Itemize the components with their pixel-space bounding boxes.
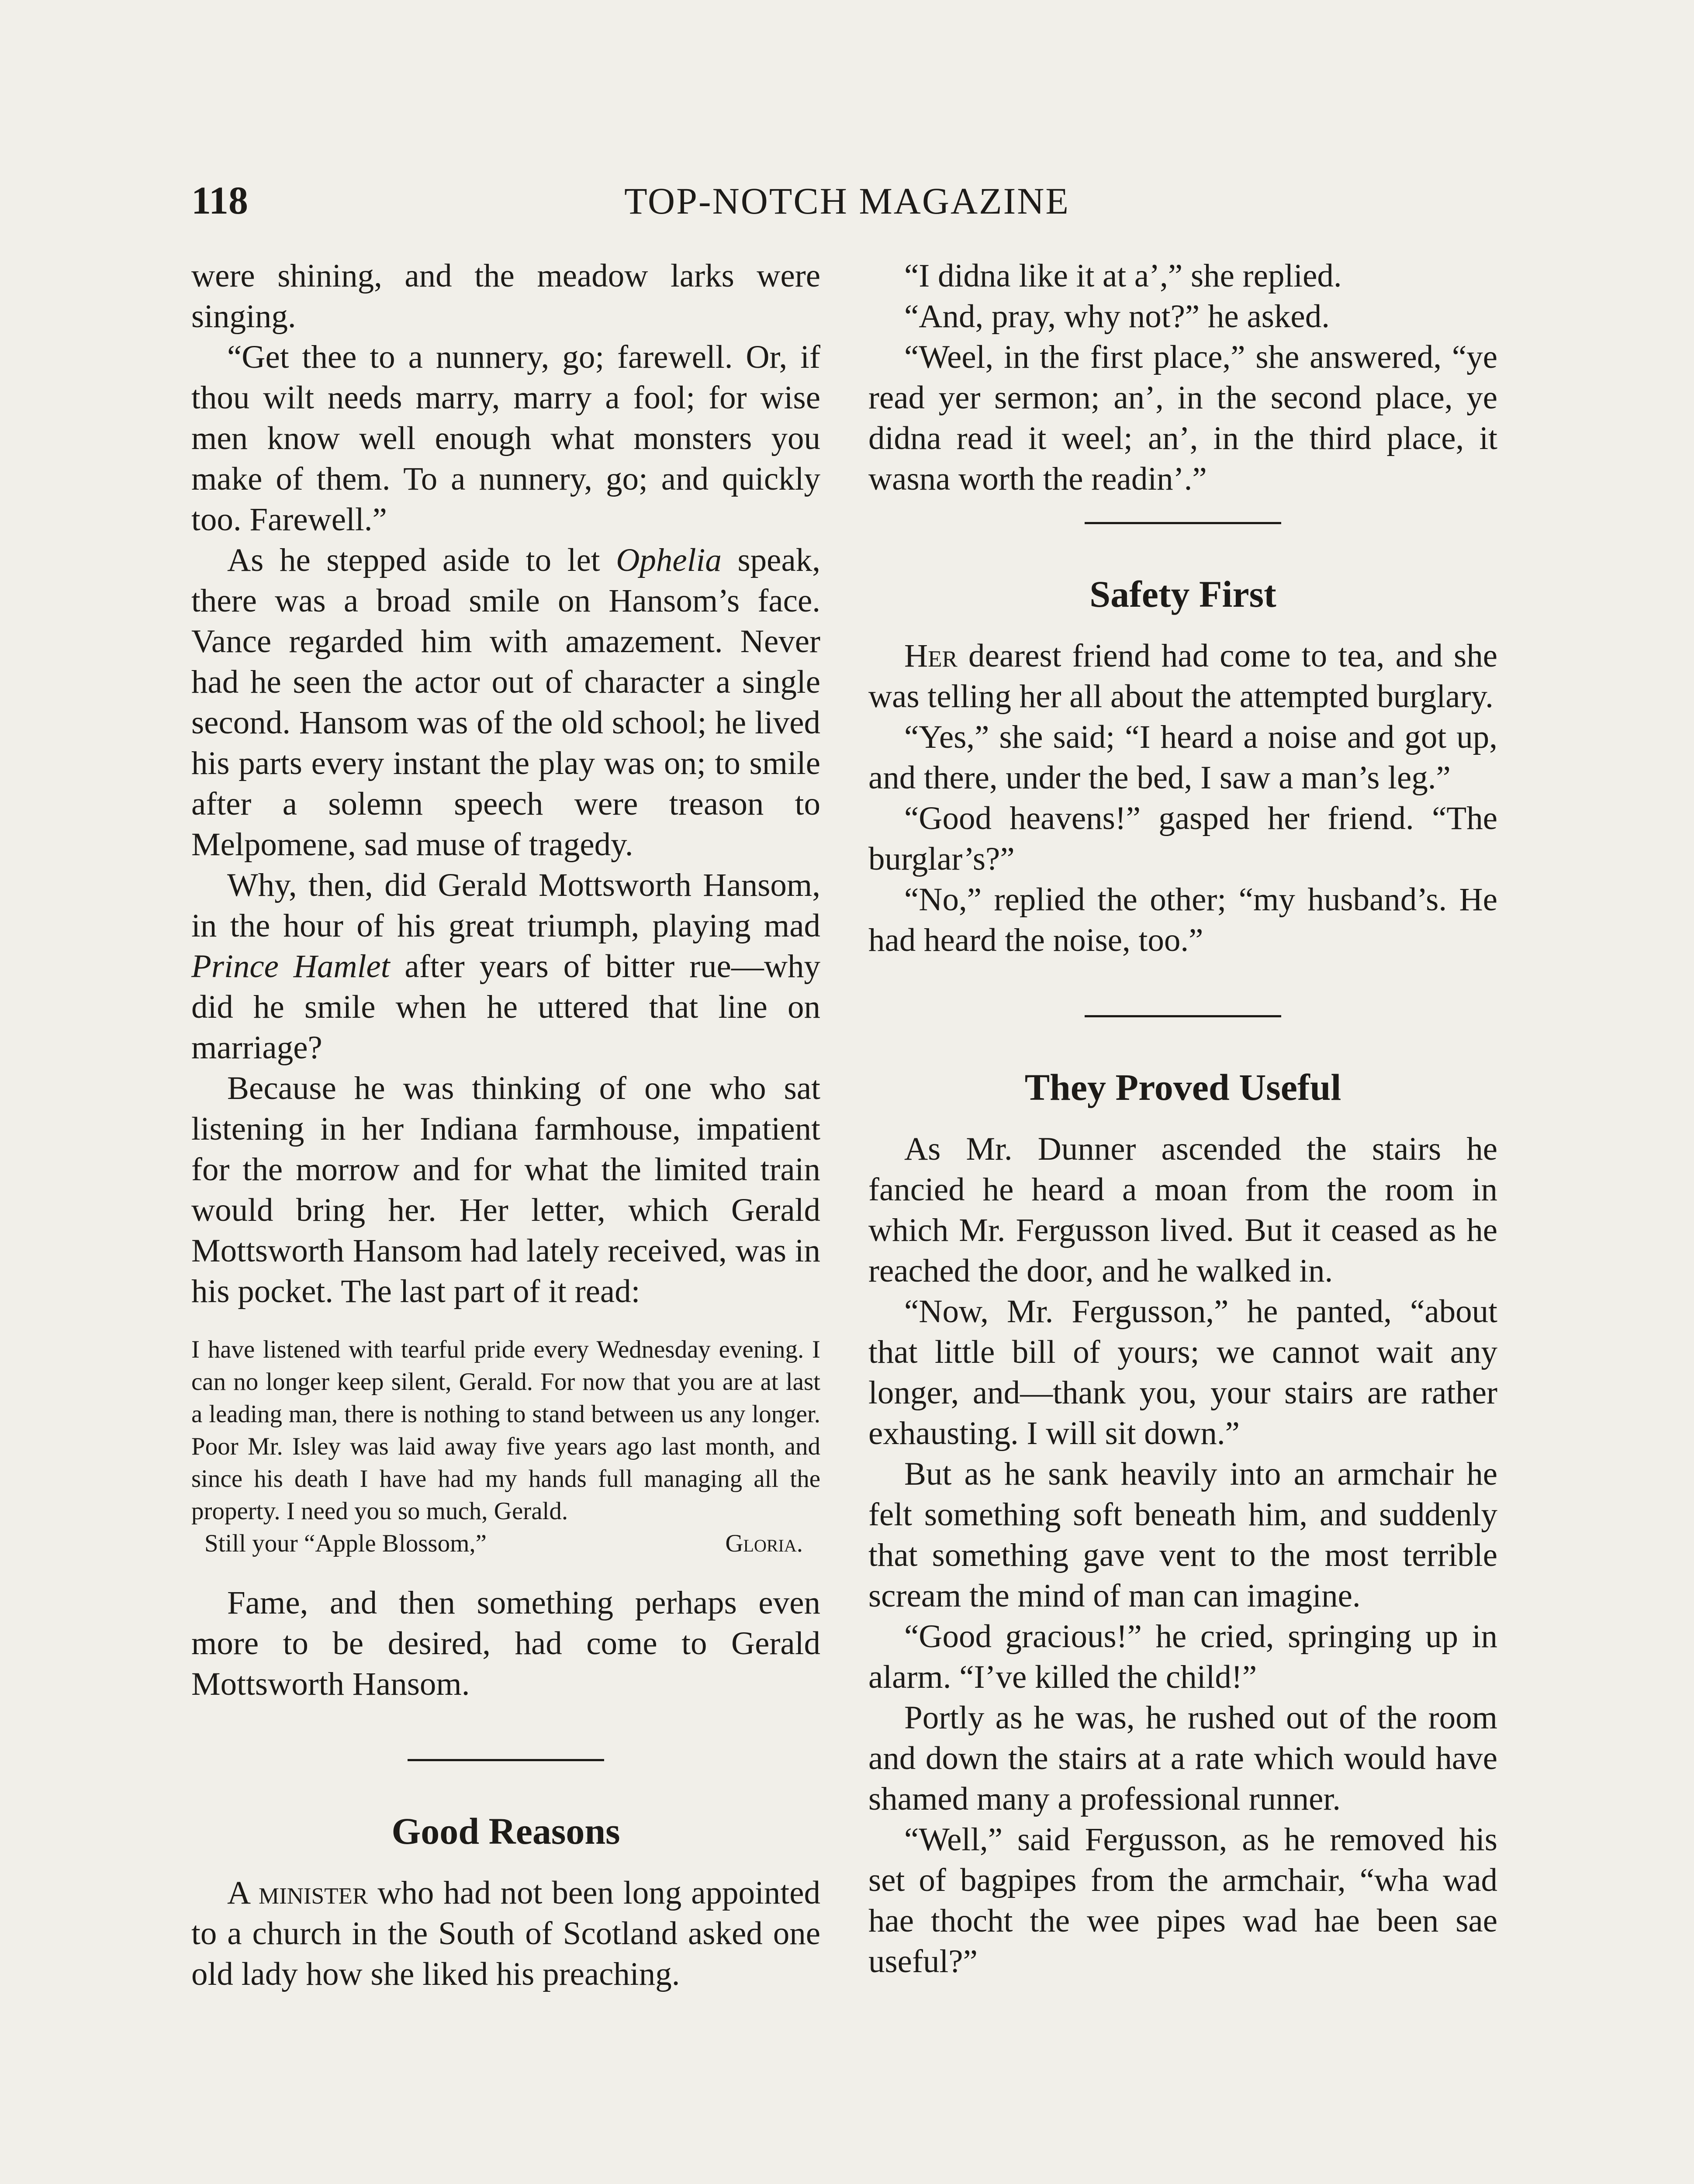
text-run: dearest friend had come to tea, and she was telling her all about the attempted burglary. xyxy=(868,638,1497,715)
letter-signature: Gloria. xyxy=(725,1530,803,1557)
paragraph: “Weel, in the first place,” she answered, “ye read yer sermon; an’, in the second place, ye didna read it weel; an’, in the third place, it wasna worth the readin’.” xyxy=(868,339,1497,497)
paragraph xyxy=(191,865,820,1068)
section-divider xyxy=(1085,522,1281,524)
section-divider xyxy=(408,1759,604,1761)
paragraph: “Now, Mr. Fergusson,” he panted, “about that little bill of yours; we cannot wait any longer, and—thank you, your stairs are rather exhausting. I will sit down.” xyxy=(868,1293,1497,1451)
paragraph: “Well,” said Fergusson, as he removed his set of bagpipes from the armchair, “wha wad hae thocht the wee pipes wad hae been sae useful?” xyxy=(868,1821,1497,1980)
section-heading: Good Reasons xyxy=(391,1810,620,1852)
letter-excerpt xyxy=(191,1334,820,1560)
paragraph: “And, pray, why not?” he asked. xyxy=(904,298,1330,335)
text-run: speak, there was a broad smile on Hansom’s face. Vance regarded him with amazement. Never had he seen the actor out of character a single second. Hansom was of the old school; he lived his parts every instant the play was on; to smile after a solemn speech were treason to Melpomene, sad muse of tragedy. xyxy=(191,542,820,863)
paragraph: “No,” replied the other; “my husband’s. He had heard the noise, too.” xyxy=(868,881,1497,958)
paragraph: Fame, and then something perhaps even more to be desired, had come to Gerald Mottsworth Hansom. xyxy=(191,1585,820,1702)
section-divider xyxy=(1085,1015,1281,1017)
paragraph: “Good gracious!” he cried, springing up in alarm. “I’ve killed the child!” xyxy=(868,1618,1497,1695)
page-number: 118 xyxy=(191,179,249,222)
paragraph: “I didna like it at a’,” she replied. xyxy=(904,258,1342,294)
letter-signoff xyxy=(191,1527,820,1560)
paragraph xyxy=(868,636,1497,717)
left-column xyxy=(191,256,820,1994)
paragraph: were shining, and the meadow larks were singing. xyxy=(191,258,820,335)
text-run: As he stepped aside to let xyxy=(227,542,616,578)
text-run: after years of bitter rue—why did he smile when he uttered that line on marriage? xyxy=(191,948,820,1066)
paragraph xyxy=(191,1873,820,1994)
section-heading: Safety First xyxy=(1089,573,1276,615)
character-name: Prince Hamlet xyxy=(191,948,390,985)
text-run: who had not been long appointed to a church in the South of Scotland asked one old lady how she liked his preaching. xyxy=(191,1875,820,1992)
lead-in: Her xyxy=(904,638,958,674)
section-heading: They Proved Useful xyxy=(1024,1066,1341,1108)
page-header xyxy=(191,175,1503,227)
paragraph: “Get thee to a nunnery, go; farewell. Or, if thou wilt needs marry, marry a fool; for wise men know well enough what monsters you make of them. To a nunnery, go; and quickly too. Farewell.” xyxy=(191,339,820,538)
paragraph: “Good heavens!” gasped her friend. “The burglar’s?” xyxy=(868,800,1497,877)
paragraph: Portly as he was, he rushed out of the room and down the stairs at a rate which would have shamed many a professional runner. xyxy=(868,1700,1497,1817)
paragraph: Because he was thinking of one who sat listening in her Indiana farmhouse, impatient for the morrow and for what the limited train would bring her. Her letter, which Gerald Mottsworth Hansom had lately received, was in his pocket. The last part of it read: xyxy=(191,1070,820,1310)
paragraph: “Yes,” she said; “I heard a noise and got up, and there, under the bed, I saw a man’s leg.” xyxy=(868,719,1497,796)
character-name: Ophelia xyxy=(616,542,722,578)
letter-text: I have listened with tearful pride every Wednesday evening. I can no longer keep silent, Gerald. For now that you are at last a leading man, there is nothing to stand between us any longer. Poor Mr. Isley was laid away five years ago last month, and since his death I have had my hands full managing all the property. I need you so much, Gerald. xyxy=(191,1336,820,1525)
paragraph: But as he sank heavily into an armchair he felt something soft beneath him, and suddenly that something gave vent to the most terrible scream the mind of man can imagine. xyxy=(868,1456,1497,1614)
text-run: Why, then, did Gerald Mottsworth Hansom, in the hour of his great triumph, playing mad xyxy=(191,867,820,944)
lead-in: A minister xyxy=(227,1875,368,1911)
letter-closing: Still your “Apple Blossom,” xyxy=(204,1530,487,1557)
paragraph xyxy=(191,540,820,865)
running-title: TOP-NOTCH MAGAZINE xyxy=(624,180,1070,222)
right-column xyxy=(868,256,1497,1982)
paragraph: As Mr. Dunner ascended the stairs he fancied he heard a moan from the room in which Mr. Fergusson lived. But it ceased as he reached the door, and he walked in. xyxy=(868,1131,1497,1289)
